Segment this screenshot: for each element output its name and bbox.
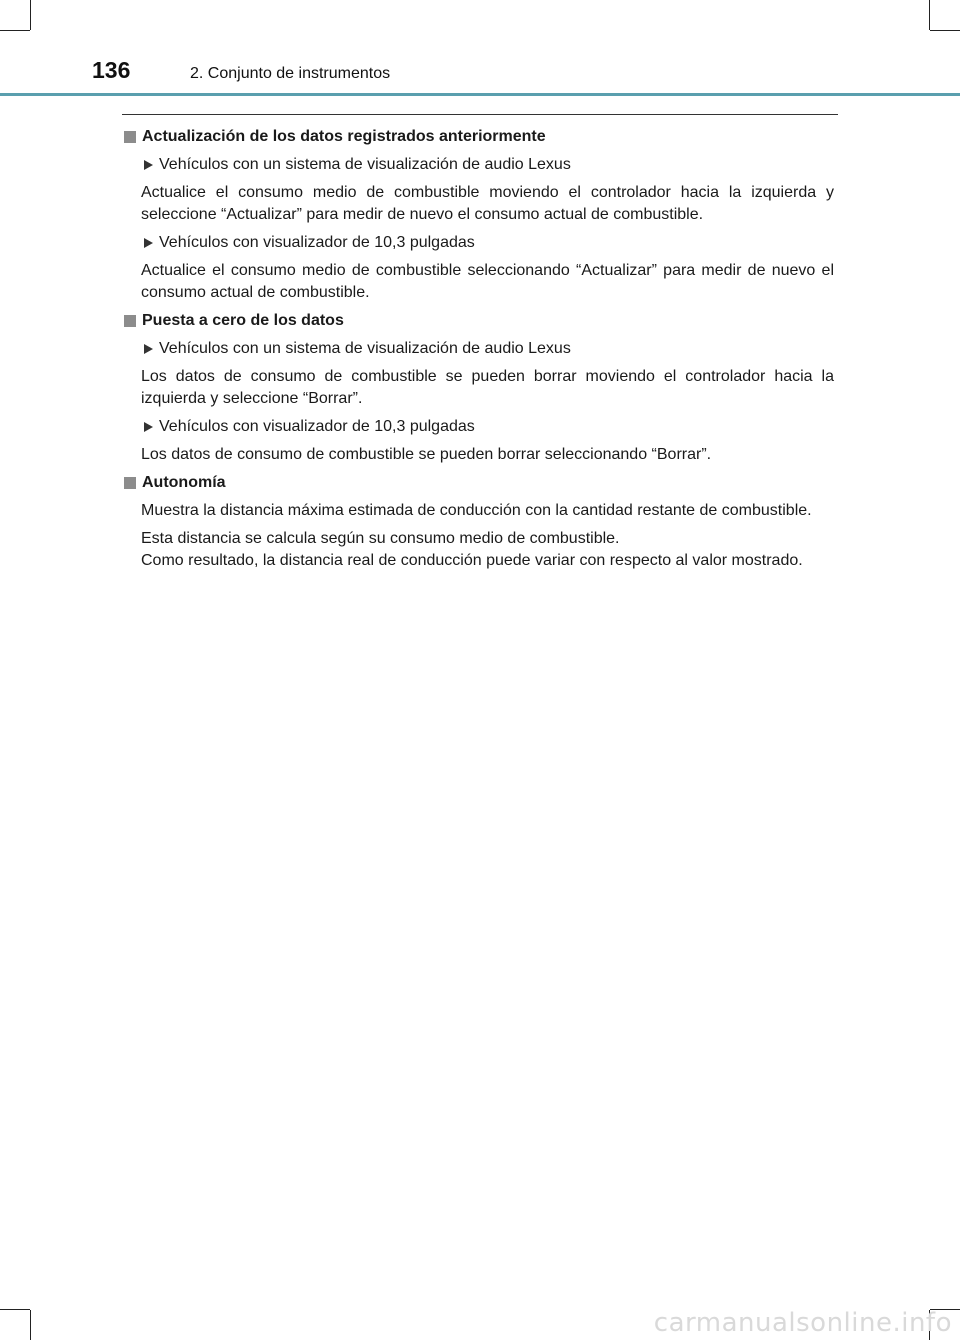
subsection-label-text: Vehículos con un sistema de visualización de audio Lexus [159,156,571,173]
section-heading-text: Puesta a cero de los datos [142,312,344,329]
subsection-label [122,154,834,176]
paragraph-line: Esta distancia se calcula según su consumo medio de combustible. [141,530,620,547]
subsection-label [122,338,834,360]
page-number: 136 [92,57,131,83]
paragraph: Actualice el consumo medio de combustible moviendo el controlador hacia la izquierda y seleccione “Actualizar” para medir de nuevo el consumo actual de combustible. [141,184,834,223]
paragraph-line: Como resultado, la distancia real de conducción puede variar con respecto al valor mostrado. [141,552,803,569]
paragraph: Los datos de consumo de combustible se pueden borrar seleccionando “Borrar”. [141,446,712,463]
triangle-bullet-icon [144,422,153,432]
section-heading-puesta-a-cero [122,310,834,332]
subsection-label-text: Vehículos con visualizador de 10,3 pulgadas [159,418,475,435]
crop-mark-bottom-left [30,1310,31,1340]
square-bullet-icon [124,315,136,327]
paragraph [122,528,834,572]
paragraph: Los datos de consumo de combustible se pueden borrar moviendo el controlador hacia la izquierda y seleccione “Borrar”. [141,368,834,407]
paragraph: Muestra la distancia máxima estimada de conducción con la cantidad restante de combustible. [141,502,812,519]
subsection-label-text: Vehículos con un sistema de visualización de audio Lexus [159,340,571,357]
subsection-label [122,416,834,438]
page-header [0,0,960,100]
section-title: 2. Conjunto de instrumentos [190,65,391,82]
square-bullet-icon [124,477,136,489]
section-heading-text: Actualización de los datos registrados anteriormente [142,128,546,145]
crop-mark-bottom-left [0,1309,30,1310]
subsection-label [122,232,834,254]
header-rule [0,93,960,96]
section-heading-actualizacion [122,126,834,148]
triangle-bullet-icon [144,344,153,354]
subsection-label-text: Vehículos con visualizador de 10,3 pulgadas [159,234,475,251]
content-divider [122,114,838,115]
triangle-bullet-icon [144,160,153,170]
page-content [122,126,834,572]
square-bullet-icon [124,131,136,143]
paragraph: Actualice el consumo medio de combustible seleccionando “Actualizar” para medir de nuevo el consumo actual de combustible. [141,262,834,301]
section-heading-text: Autonomía [142,474,226,491]
triangle-bullet-icon [144,238,153,248]
watermark: carmanualsonline.info [653,1308,952,1338]
section-heading-autonomia [122,472,834,494]
